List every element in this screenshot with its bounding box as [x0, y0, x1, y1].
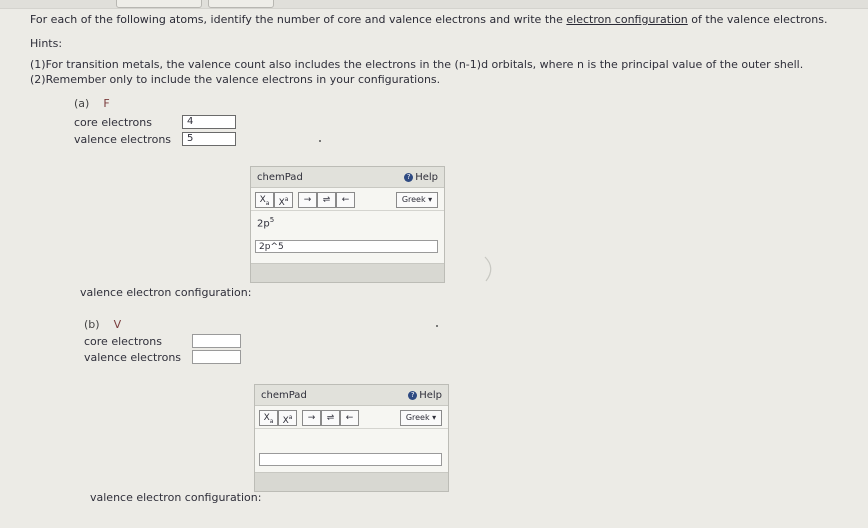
part-a-valence-input[interactable]: 5: [182, 132, 236, 146]
arrow-right-button[interactable]: →: [302, 410, 321, 426]
preview-superscript: 5: [269, 216, 275, 224]
stray-dot: [319, 140, 321, 142]
help-icon: ?: [408, 391, 417, 400]
part-b-config-label: valence electron configuration:: [90, 491, 262, 504]
chempad-title: chemPad: [261, 390, 307, 401]
hint-2: (2)Remember only to include the valence electrons in your configurations.: [30, 73, 441, 86]
greek-dropdown[interactable]: Greek ▾: [400, 410, 442, 426]
part-a-core-input[interactable]: 4: [182, 115, 236, 129]
top-tab-left[interactable]: [116, 0, 202, 8]
part-b-chempad: [254, 384, 449, 492]
chempad-footer: [255, 472, 448, 491]
hints-title: Hints:: [30, 37, 63, 50]
chempad-help[interactable]: [408, 390, 442, 401]
part-a-config-label: valence electron configuration:: [80, 286, 252, 299]
superscript-button[interactable]: $X^a$: [278, 410, 297, 426]
part-a-label: (a): [74, 97, 90, 110]
part-b-core-label: core electrons: [84, 335, 162, 348]
equilibrium-arrow-button[interactable]: ⇌: [317, 192, 336, 208]
equilibrium-arrow-button[interactable]: ⇌: [321, 410, 340, 426]
subscript-button[interactable]: $X_a$: [255, 192, 274, 208]
stray-dot-2: [436, 325, 438, 327]
part-a-core-label: core electrons: [74, 116, 152, 129]
chempad-input[interactable]: [259, 453, 442, 466]
intro-text-end: of the valence electrons.: [687, 13, 828, 26]
subscript-button-label: X: [259, 195, 266, 205]
chempad-header: [251, 167, 444, 188]
hint-1: (1)For transition metals, the valence count also includes the electrons in the (n-1)d orbitals, where n is the principal value of the outer shell.: [30, 58, 804, 71]
part-b-header: [84, 318, 121, 331]
part-b-element: V: [113, 318, 122, 331]
preview-text: 2p: [257, 218, 270, 230]
chempad-footer: [251, 263, 444, 282]
subscript-button-label: X: [263, 413, 270, 423]
chempad-toolbar: [255, 406, 448, 429]
help-label: Help: [415, 172, 438, 183]
part-b-valence-input[interactable]: [192, 350, 241, 364]
help-icon: ?: [404, 173, 413, 182]
part-a-element: F: [103, 97, 110, 110]
electron-configuration-link[interactable]: electron configuration: [566, 13, 688, 26]
part-b-label: (b): [84, 318, 100, 331]
superscript-button-label: X: [282, 416, 289, 426]
greek-dropdown[interactable]: Greek ▾: [396, 192, 438, 208]
superscript-button[interactable]: $X^a$: [274, 192, 293, 208]
arrow-left-button[interactable]: ←: [340, 410, 359, 426]
part-b-core-input[interactable]: [192, 334, 241, 348]
arrow-left-button[interactable]: ←: [336, 192, 355, 208]
chempad-header: [255, 385, 448, 406]
part-b-valence-label: valence electrons: [84, 351, 182, 364]
part-a-valence-label: valence electrons: [74, 133, 172, 146]
chempad-title: chemPad: [257, 172, 303, 183]
arrow-right-button[interactable]: →: [298, 192, 317, 208]
stray-curve-mark: [482, 254, 498, 284]
part-a-chempad: [250, 166, 445, 283]
help-label: Help: [419, 390, 442, 401]
question-intro: [30, 13, 827, 26]
superscript-button-label: X: [278, 198, 285, 208]
intro-text-start: For each of the following atoms, identify the number of core and valence electrons and write the: [30, 13, 567, 26]
part-a-header: [74, 97, 110, 110]
chempad-preview: [251, 211, 444, 229]
chempad-help[interactable]: [404, 172, 438, 183]
top-tab-right[interactable]: [208, 0, 274, 8]
subscript-button[interactable]: $X_a$: [259, 410, 278, 426]
browser-top-strip: [0, 0, 868, 9]
chempad-toolbar: [251, 188, 444, 211]
chempad-input[interactable]: 2p^5: [255, 240, 438, 253]
